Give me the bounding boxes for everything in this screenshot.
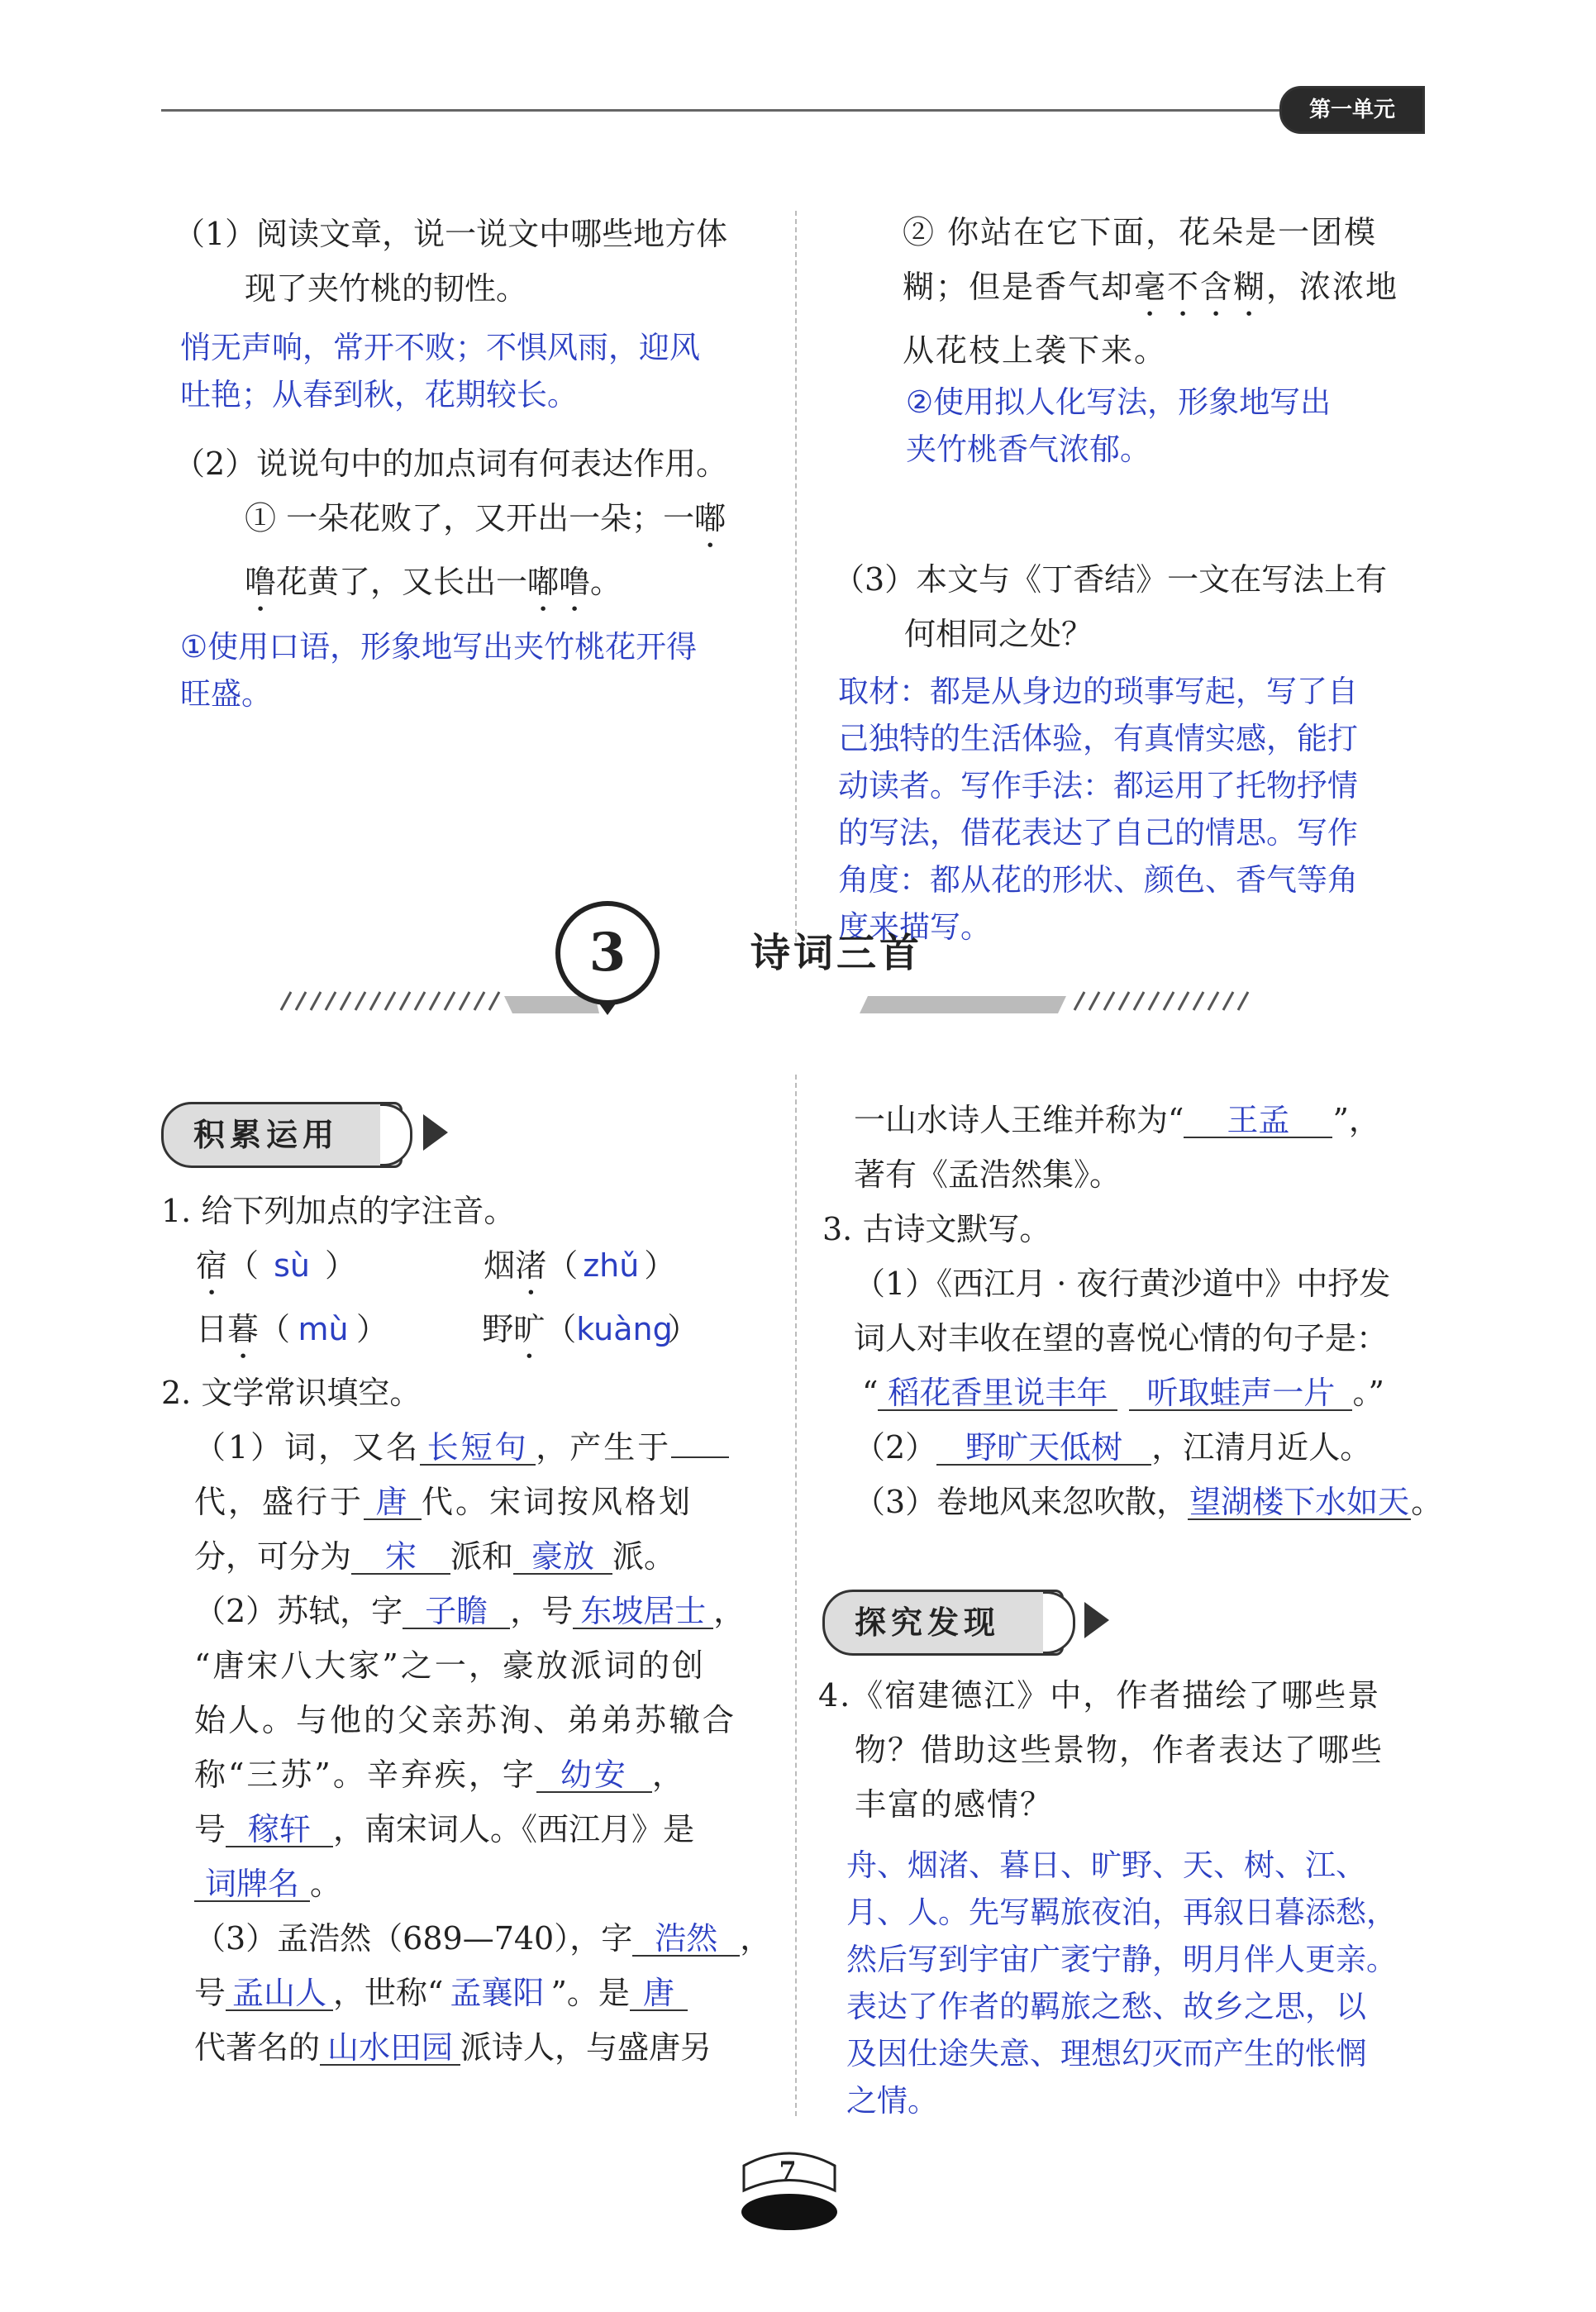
answer-blank: 稻花香里说丰年	[878, 1376, 1117, 1411]
text: ，产生于	[536, 1429, 672, 1466]
upper-q2-ans-line2: 旺盛。	[180, 676, 272, 712]
left-line	[161, 1747, 781, 1802]
answer-blank: 野旷天低树	[936, 1431, 1151, 1466]
answer-blank: 唐	[630, 1976, 688, 2011]
right-line	[822, 1475, 1451, 1529]
q4-ans-line: 然后写到宇宙广袤宁静，明月伴人更亲。	[846, 1942, 1397, 1977]
page-number: 7	[779, 2157, 797, 2186]
text: 称“三苏”。辛弃疾，字	[194, 1757, 536, 1793]
left-q2-title: 2. 文学常识填空。	[161, 1375, 422, 1411]
text: ”，	[1332, 1102, 1380, 1138]
answer-blank: 山水田园	[320, 2031, 460, 2066]
right-q3-title: 3. 古诗文默写。	[822, 1211, 1051, 1247]
upper-q2-ans-line1: ①使用口语，形象地写出夹竹桃花开得	[180, 629, 698, 665]
lesson-title: 诗词三首	[750, 930, 923, 976]
pinyin-char: 烟	[484, 1247, 516, 1284]
q3-ans-line: 己独特的生活体验，有真情实感，能打	[838, 721, 1358, 756]
text: 。	[1411, 1484, 1443, 1520]
pinyin-char-dotted: 渚	[515, 1247, 547, 1284]
left-line	[161, 2020, 781, 2075]
answer-blank: 唐	[364, 1485, 422, 1520]
text: （3）孟浩然（689—740），字	[194, 1920, 633, 1957]
text: ，号	[510, 1593, 574, 1629]
text: （2）	[854, 1429, 937, 1466]
q2r-ans2: 夹竹桃香气浓郁。	[906, 431, 1151, 467]
q4-ans-line: 月、人。先写羁旅夜泊，再叙日暮添愁，	[846, 1895, 1397, 1930]
text: 。”	[1352, 1375, 1384, 1411]
pinyin-char-dotted: 暮	[227, 1311, 260, 1347]
upper-q2-sent2	[174, 555, 785, 618]
upper-q2	[174, 436, 785, 618]
right-q4	[818, 1668, 1446, 1832]
pinyin-char: 野	[482, 1311, 514, 1347]
s1b-end: 。	[590, 564, 622, 600]
right-line: 词人对丰收在望的喜悦心情的句子是：	[854, 1320, 1389, 1356]
answer-blank: 东坡居士	[573, 1595, 713, 1629]
pinyin-char-dotted: 旷	[513, 1311, 545, 1347]
pinyin-char: 日	[196, 1311, 228, 1347]
upper-q1-line1: （1）阅读文章，说一说文中哪些地方体	[174, 216, 728, 252]
section-accumulate-cap	[380, 1104, 412, 1166]
q3-ans-line: 取材：都是从身边的琐事写起，写了自	[838, 674, 1358, 709]
left-line	[161, 1475, 781, 1529]
answer-blank: 幼安	[536, 1758, 652, 1793]
q4-line: 物？借助这些景物，作者表达了哪些	[855, 1732, 1384, 1768]
upper-q3	[833, 552, 1436, 661]
pinyin-answer: sù	[274, 1247, 310, 1284]
text: 派。	[612, 1538, 676, 1575]
left-line	[161, 1802, 781, 1857]
lesson-pointer	[597, 1000, 618, 1015]
q4-ans-line: 及因仕途失意、理想幻灭而产生的怅惘	[846, 2036, 1366, 2071]
unit-tab: 第一单元	[1279, 86, 1425, 134]
dotted-word: 毫不含糊	[1134, 269, 1267, 305]
text: （3）卷地风来忽吹散，	[854, 1484, 1189, 1520]
answer-blank: 词牌名	[194, 1867, 310, 1902]
upper-q1-line2: 现了夹竹桃的韧性。	[245, 270, 528, 307]
column-divider-upper	[795, 211, 797, 942]
pinyin-answer: zhǔ	[583, 1247, 640, 1284]
left-line: 始人。与他的父亲苏洵、弟弟苏辙合	[194, 1702, 737, 1738]
right-column	[822, 1093, 1451, 1529]
bar-right	[860, 996, 1066, 1013]
answer-blank: 豪放	[513, 1540, 612, 1575]
text: 号	[194, 1975, 226, 2011]
left-line	[161, 1529, 781, 1584]
q3-ans-line: 度来描写。	[838, 909, 991, 945]
q2r-l2a: 糊；但是香气却	[903, 269, 1135, 305]
pinyin-char: 宿	[196, 1247, 228, 1284]
left-line	[161, 1857, 781, 1911]
left-line: “唐宋八大家”之一，豪放派词的创	[194, 1647, 706, 1684]
text: ，	[651, 1757, 686, 1793]
left-line	[161, 1584, 781, 1638]
hatch-left	[281, 992, 499, 1010]
hatch-right	[1074, 992, 1248, 1010]
left-line	[161, 1911, 781, 1966]
s1a: ① 一朵花败了，又开出一朵；一	[245, 500, 695, 536]
left-column	[161, 1184, 781, 2075]
pinyin-row1: 宿（ sù ） 烟渚（ zhǔ ）	[161, 1238, 781, 1302]
q3-ans-line: 的写法，借花表达了自己的情思。写作	[838, 815, 1358, 851]
text: 代著名的	[194, 2029, 321, 2066]
text: ，南宋词人。《西江月》是	[333, 1811, 695, 1847]
section-explore: 探究发现	[822, 1590, 1064, 1656]
upper-q1	[174, 207, 777, 316]
text: 派和	[450, 1538, 514, 1575]
q2r-l2b: ，浓浓地	[1266, 269, 1399, 305]
upper-q2-answer	[180, 623, 775, 717]
text: 代。宋词按风格划	[422, 1484, 693, 1520]
q4-line: 4.《宿建德江》中，作者描绘了哪些景	[818, 1677, 1381, 1714]
text: ，世称“	[333, 1975, 444, 2011]
text: 代，盛行于	[194, 1484, 364, 1520]
left-q1-title: 1. 给下列加点的字注音。	[161, 1193, 516, 1229]
right-line	[822, 1420, 1451, 1475]
right-line	[822, 1366, 1451, 1420]
upper-q2-right	[903, 205, 1432, 378]
upper-q2-line: （2）说说句中的加点词有何表达作用。	[174, 446, 728, 482]
section-explore-arrow-icon	[1084, 1602, 1109, 1638]
text: （1）词，又名	[194, 1429, 421, 1466]
page-badge-base	[741, 2194, 837, 2230]
q4-line: 丰富的感情？	[855, 1786, 1054, 1823]
text: 。	[310, 1866, 342, 1902]
column-divider-lower	[795, 1075, 797, 2116]
dotted-word: 嘟	[694, 500, 727, 536]
dotted-word: 噜	[245, 564, 277, 600]
upper-q2-right-answer	[906, 379, 1435, 473]
q2r-line1: ② 你站在它下面，花朵是一团模	[903, 214, 1378, 250]
q4-ans-line: 舟、烟渚、暮日、旷野、天、树、江、	[846, 1847, 1366, 1883]
answer-blank: 宋	[351, 1540, 450, 1575]
answer-blank: 孟襄阳	[450, 1975, 545, 2011]
dotted-word: 嘟噜	[527, 564, 591, 600]
answer-blank: 子瞻	[403, 1595, 510, 1629]
right-line: （1）《西江月 · 夜行黄沙道中》中抒发	[854, 1266, 1391, 1302]
answer-blank: 孟山人	[226, 1976, 333, 2011]
left-line	[161, 1966, 781, 2020]
left-line	[161, 1420, 781, 1475]
upper-q1-ans-line2: 吐艳；从春到秋，花期较长。	[180, 377, 578, 412]
answer-blank: 浩然	[632, 1922, 740, 1957]
answer-blank-empty	[671, 1456, 729, 1458]
q2r-ans1: ②使用拟人化写法，形象地写出	[906, 384, 1332, 420]
lesson-number: 3	[588, 922, 626, 984]
text: 号	[194, 1811, 226, 1847]
answer-blank: 长短句	[420, 1431, 536, 1466]
right-line: 著有《孟浩然集》。	[854, 1156, 1122, 1193]
section-accumulate-arrow-icon	[423, 1114, 448, 1151]
answer-blank: 望湖楼下水如天	[1189, 1484, 1410, 1520]
section-accumulate: 积累运用	[161, 1102, 403, 1168]
pinyin-answer: mù	[298, 1311, 349, 1347]
pinyin-row2: 日暮（ mù ） 野旷（kuàng）	[161, 1302, 781, 1366]
upper-q1-answer	[180, 324, 775, 418]
text: ，	[713, 1593, 746, 1629]
text: ，江清月近人。	[1151, 1429, 1372, 1466]
answer-blank: 听取蛙声一片	[1129, 1376, 1352, 1411]
q2r-line2	[903, 260, 1432, 323]
text: 派诗人，与盛唐另	[460, 2029, 712, 2066]
q4-ans-line: 之情。	[846, 2083, 938, 2119]
upper-q2-sent1	[174, 491, 785, 555]
q4-ans-line: 表达了作者的羁旅之愁、故乡之思，以	[846, 1989, 1366, 2024]
s1b: 花黄了，又长出一	[276, 564, 528, 600]
q3-ans-line: 角度：都从花的形状、颜色、香气等角	[838, 862, 1358, 898]
right-line	[822, 1093, 1451, 1147]
answer-blank: 稼轩	[226, 1813, 333, 1847]
q3-line1: （3）本文与《丁香结》一文在写法上有	[833, 561, 1388, 598]
q3-ans-line: 动读者。写作手法：都运用了托物抒情	[838, 768, 1358, 803]
answer-blank: 王孟	[1184, 1104, 1332, 1138]
text: “	[862, 1375, 879, 1411]
header-rule	[161, 109, 1293, 112]
text: ”。是	[550, 1975, 630, 2011]
q2r-line3: 从花枝上袭下来。	[903, 332, 1168, 369]
upper-q1-ans-line1: 悄无声响，常开不败；不惧风雨，迎风	[180, 330, 700, 365]
q3-line2: 何相同之处？	[904, 616, 1093, 652]
right-q4-answer	[846, 1842, 1458, 2124]
text: ，	[740, 1920, 772, 1957]
text: 一山水诗人王维并称为“	[854, 1102, 1184, 1138]
text: 分，可分为	[194, 1538, 352, 1575]
text: （2）苏轼，字	[194, 1593, 403, 1629]
pinyin-answer: kuàng	[576, 1311, 673, 1347]
section-explore-cap	[1043, 1591, 1075, 1654]
